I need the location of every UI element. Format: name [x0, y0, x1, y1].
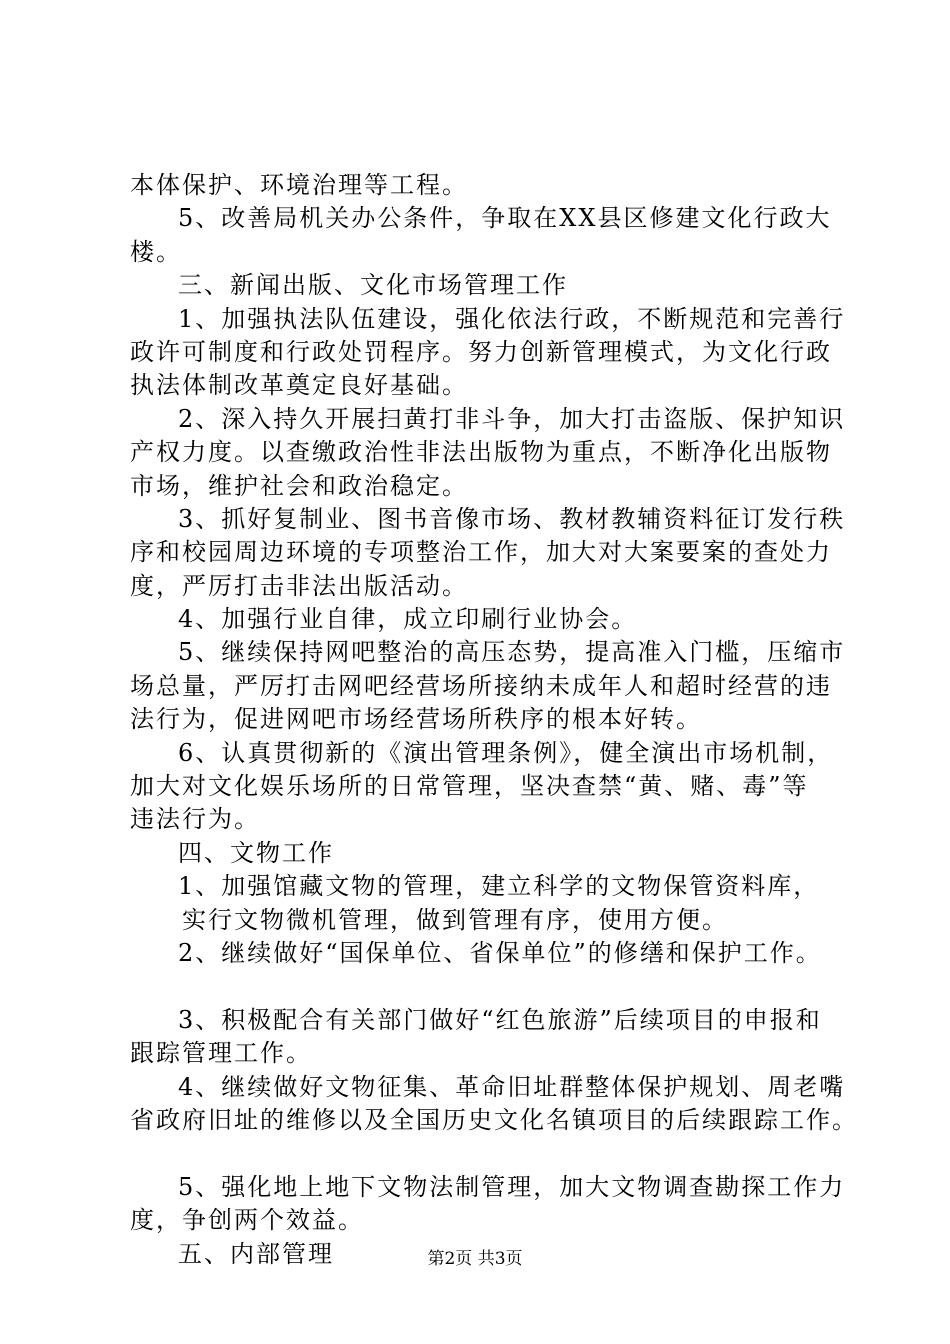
document-body [130, 169, 858, 1271]
text-line: 4、加强行业自律，成立印刷行业协会。 [178, 605, 638, 634]
text-line: 5、改善局机关办公条件，争取在XX县区修建文化行政大 [178, 204, 832, 233]
text-line: 执法体制改革奠定良好基础。 [130, 371, 468, 400]
blank-line [130, 970, 830, 1003]
section-heading: 四、文物工作 [178, 838, 334, 867]
text-line: 法行为，促进网吧市场经营场所秩序的根本好转。 [130, 705, 702, 734]
text-line: 市场，维护社会和政治稳定。 [130, 471, 468, 500]
page-footer [0, 1244, 950, 1269]
text-line: 4、继续做好文物征集、革命旧址群整体保护规划、周老嘴 [178, 1072, 846, 1101]
text-line: 5、继续保持网吧整治的高压态势，提高准入门槛，压缩市 [178, 638, 846, 667]
text-line: 政许可制度和行政处罚程序。努力创新管理模式，为文化行政 [130, 337, 832, 366]
text-line: 1、加强执法队伍建设，强化依法行政，不断规范和完善行 [178, 304, 846, 333]
text-line: 本体保护、环境治理等工程。 [130, 171, 468, 199]
text-line: 3、抓好复制业、图书音像市场、教材教辅资料征订发行秩 [178, 504, 846, 533]
text-line: 违法行为。 [130, 805, 260, 834]
text-line: 2、深入持久开展扫黄打非斗争，加大打击盗版、保护知识 [178, 404, 846, 433]
blank-line [130, 1137, 830, 1170]
section-heading: 五、内部管理 [178, 1239, 334, 1268]
text-line: 度，严厉打击非法出版活动。 [130, 571, 468, 600]
text-line: 6、认真贯彻新的《演出管理条例》，健全演出市场机制， [178, 738, 834, 767]
text-line: 序和校园周边环境的专项整治工作，加大对大案要案的查处力 [130, 538, 832, 567]
text-line: 跟踪管理工作。 [130, 1039, 312, 1068]
text-line: 3、积极配合有关部门做好“红色旅游”后续项目的申报和 [178, 1005, 822, 1034]
text-line: 楼。 [130, 237, 182, 266]
text-line: 产权力度。以查缴政治性非法出版物为重点，不断净化出版物 [130, 438, 832, 467]
text-line: 1、加强馆藏文物的管理，建立科学的文物保管资料库， [178, 872, 820, 901]
text-line: 实行文物微机管理，做到管理有序，使用方便。 [182, 905, 728, 934]
text-line: 加大对文化娱乐场所的日常管理，坚决查禁“黄、赌、毒”等 [130, 772, 809, 801]
text-line: 度，争创两个效益。 [130, 1206, 364, 1235]
text-line: 场总量，严厉打击网吧经营场所接纳未成年人和超时经营的违 [130, 671, 832, 700]
text-line: 5、强化地上地下文物法制管理，加大文物调查勘探工作力 [178, 1172, 846, 1201]
section-heading: 三、新闻出版、文化市场管理工作 [178, 271, 568, 300]
text-line: 2、继续做好“国保单位、省保单位”的修缮和保护工作。 [178, 938, 822, 967]
page-number-label: 第2页 共3页 [427, 1249, 523, 1269]
text-line: 省政府旧址的维修以及全国历史文化名镇项目的后续跟踪工作。 [130, 1105, 858, 1134]
